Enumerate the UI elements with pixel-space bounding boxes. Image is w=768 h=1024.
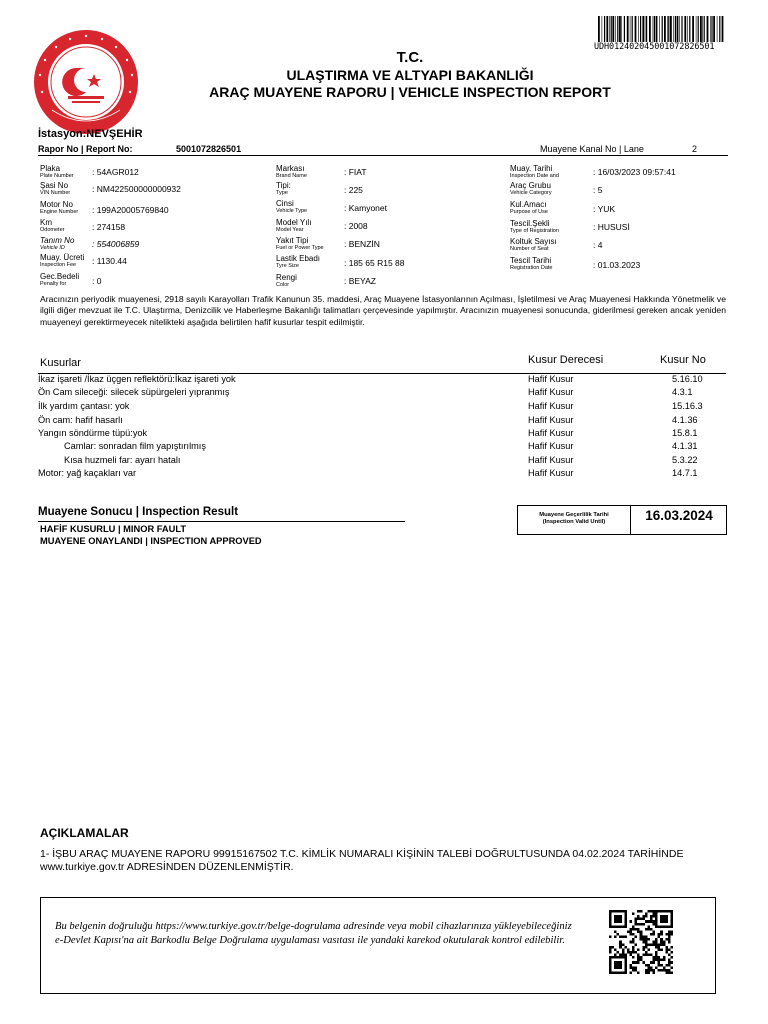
defect-no: 5.3.22 <box>672 455 698 465</box>
field-label-marka: Markası Brand Name <box>276 164 307 179</box>
field-value-muay-tarihi: : 16/03/2023 09:57:41 <box>593 167 676 177</box>
defect-degree: Hafif Kusur <box>528 401 574 411</box>
field-value-marka: : FIAT <box>344 167 367 177</box>
lane-value: 2 <box>692 144 698 154</box>
defect-no: 5.16.10 <box>672 374 703 384</box>
notes-text: 1- İŞBU ARAÇ MUAYENE RAPORU 99915167502 T.C. KİMLİK NUMARALI KİŞİNİN TALEBİ DOĞRULTUSUNDA 04.02.2024 TARİHİNDE www.turkiye.gov.tr ADRESİNDEN DÜZENLENMİŞTİR. <box>40 848 684 873</box>
field-value-lastik: : 185 65 R15 88 <box>344 258 405 268</box>
barcode-icon <box>597 16 725 42</box>
defect-no: 15.16.3 <box>672 401 703 411</box>
field-label-plaka: Plaka Plate Number <box>40 164 74 179</box>
field-label-arac-grubu: Araç Grubu Vehicle Category <box>510 181 552 196</box>
field-value-tescil-tarihi: : 01.03.2023 <box>593 260 641 270</box>
defect-degree: Hafif Kusur <box>528 428 574 438</box>
legal-paragraph: Aracınızın periyodik muayenesi, 2918 sayılı Karayolları Trafik Kanunun 35. maddesi, Araç Muayene İstasyonlarının Açılması, İşletilmesi ve Araç Muayenesi Hakkında Yönetmelik ve ilgili diğer mevzuat ile T.C. Ulaştırma, Denizcilik ve Haberleşme Bakanlığı talimatları çerçevesinde yapılmıştır. Aracınızın muayenesi sonucunda, giderilmesi gereken ancak yeniden muayeneyi gerektirmeyecek nitelikteki aşağıda belirtilen hafif kusurlar tespit edilmiştir. <box>40 294 726 327</box>
field-value-cinsi: : Kamyonet <box>344 203 387 213</box>
station-label: İstasyon:NEVŞEHİR <box>38 128 143 140</box>
header-tc: T.C. <box>396 49 424 66</box>
defects-column-degree: Kusur Derecesi <box>528 354 604 366</box>
field-label-muay-tarihi: Muay. Tarihi Inspection Date and <box>510 164 559 179</box>
header-report-title: ARAÇ MUAYENE RAPORU | VEHICLE INSPECTION REPORT <box>209 84 611 100</box>
defects-column-no: Kusur No <box>660 354 706 366</box>
qr-code-icon[interactable] <box>609 910 673 974</box>
defect-desc: İkaz işareti /İkaz üçgen reflektörü:İkaz işareti yok <box>38 374 236 384</box>
result-approved: MUAYENE ONAYLANDI | INSPECTION APPROVED <box>40 536 262 546</box>
field-label-cinsi: Cinsi Vehicle Type <box>276 199 308 214</box>
defect-desc: Ön Cam sileceği: silecek süpürgeleri yıpranmış <box>38 387 230 397</box>
result-divider <box>38 521 405 522</box>
verification-box <box>40 897 716 994</box>
defect-degree: Hafif Kusur <box>528 441 574 451</box>
field-label-kul-amaci: Kul.Amacı Purpose of Use <box>510 200 548 215</box>
valid-until-divider <box>630 506 631 534</box>
result-fault: HAFİF KUSURLU | MINOR FAULT <box>40 524 186 534</box>
field-label-lastik: Lastik Ebadı Tyre Size <box>276 254 321 269</box>
field-label-tescil-tarihi: Tescil Tarihi Registration Date <box>510 256 553 271</box>
field-label-km: Km Odometer <box>40 218 65 233</box>
field-label-rengi: Rengi Color <box>276 273 297 288</box>
defect-no: 14.7.1 <box>672 468 698 478</box>
lane-label: Muayene Kanal No | Lane <box>540 144 644 154</box>
result-title: Muayene Sonucu | Inspection Result <box>38 506 239 518</box>
field-value-km: : 274158 <box>92 222 126 232</box>
field-value-ucret: : 1130.44 <box>92 256 127 266</box>
field-label-model: Model Yılı Model Year <box>276 218 312 233</box>
defect-degree: Hafif Kusur <box>528 468 574 478</box>
barcode-number: UDH012402045001072826501 <box>594 42 715 52</box>
field-label-gec: Gec.Bedeli Penalty for <box>40 272 80 287</box>
report-no-value: 5001072826501 <box>176 144 242 154</box>
defect-degree: Hafif Kusur <box>528 387 574 397</box>
defect-desc: Yangın söndürme tüpü:yok <box>38 428 148 438</box>
report-no-label: Rapor No | Report No: <box>38 144 133 154</box>
defect-no: 4.1.36 <box>672 415 698 425</box>
defect-no: 15.8.1 <box>672 428 698 438</box>
defect-desc: Motor: yağ kaçakları var <box>38 468 137 478</box>
valid-until-date: 16.03.2024 <box>645 508 713 523</box>
defect-degree: Hafif Kusur <box>528 374 574 384</box>
field-value-plaka: : 54AGR012 <box>92 167 139 177</box>
field-value-motor: : 199A20005769840 <box>92 205 169 215</box>
defect-no: 4.3.1 <box>672 387 693 397</box>
field-value-kul-amaci: : YUK <box>593 204 616 214</box>
field-value-model: : 2008 <box>344 221 368 231</box>
field-value-rengi: : BEYAZ <box>344 276 376 286</box>
field-value-gec: : 0 <box>92 276 102 286</box>
defect-desc: Kısa huzmeli far: ayarı hatalı <box>64 455 181 465</box>
field-value-tanim: : 554006859 <box>92 239 140 249</box>
field-label-koltuk: Koltuk Sayısı Number of Seat <box>510 237 557 252</box>
header-ministry: ULAŞTIRMA VE ALTYAPI BAKANLIĞI <box>286 67 534 83</box>
field-label-tipi: Tipi: Type <box>276 181 291 196</box>
ministry-seal-icon <box>32 28 140 136</box>
field-label-yakit: Yakıt Tipi Fuel or Power Type <box>276 236 324 251</box>
defect-degree: Hafif Kusur <box>528 455 574 465</box>
defect-degree: Hafif Kusur <box>528 415 574 425</box>
defect-no: 4.1.31 <box>672 441 698 451</box>
field-value-tipi: : 225 <box>344 185 363 195</box>
field-value-sasi: : NM422500000000932 <box>92 184 181 194</box>
field-label-tescil-sekli: Tescil.Şekli Type of Registration <box>510 219 559 234</box>
defect-desc: Camlar: sonradan film yapıştırılmış <box>64 441 206 451</box>
report-number-row <box>38 141 728 156</box>
field-label-sasi: Şasi No VIN Number <box>40 181 71 196</box>
field-value-arac-grubu: : 5 <box>593 185 603 195</box>
valid-until-label: Muayene Geçerlilik Tarihi (Inspection Valid Until) <box>539 512 609 525</box>
field-label-ucret: Muay. Ücreti Inspection Fee <box>40 253 85 268</box>
defects-column-desc: Kusurlar <box>40 357 81 369</box>
field-label-tanim: Tanım No Vehicle ID <box>40 236 75 251</box>
valid-until-box <box>517 505 727 535</box>
notes-title: AÇIKLAMALAR <box>40 826 129 840</box>
field-label-motor: Motor No Engine Number <box>40 200 79 215</box>
defect-desc: İlk yardım çantası: yok <box>38 401 130 411</box>
field-value-koltuk: : 4 <box>593 240 603 250</box>
verification-text: Bu belgenin doğruluğu https://www.turkiye.gov.tr/belge-dogrulama adresinde veya mobil cihazlarınıza yükleyebileceğiniz e-Devlet Kapısı'na ait Barkodlu Belge Doğrulama uygulaması vasıtası ile yandaki karekod okutularak kontrol edilebilir. <box>55 921 572 946</box>
field-value-tescil-sekli: : HUSUSİ <box>593 222 630 232</box>
defect-desc: Ön cam: hafif hasarlı <box>38 415 123 425</box>
field-value-yakit: : BENZİN <box>344 239 380 249</box>
